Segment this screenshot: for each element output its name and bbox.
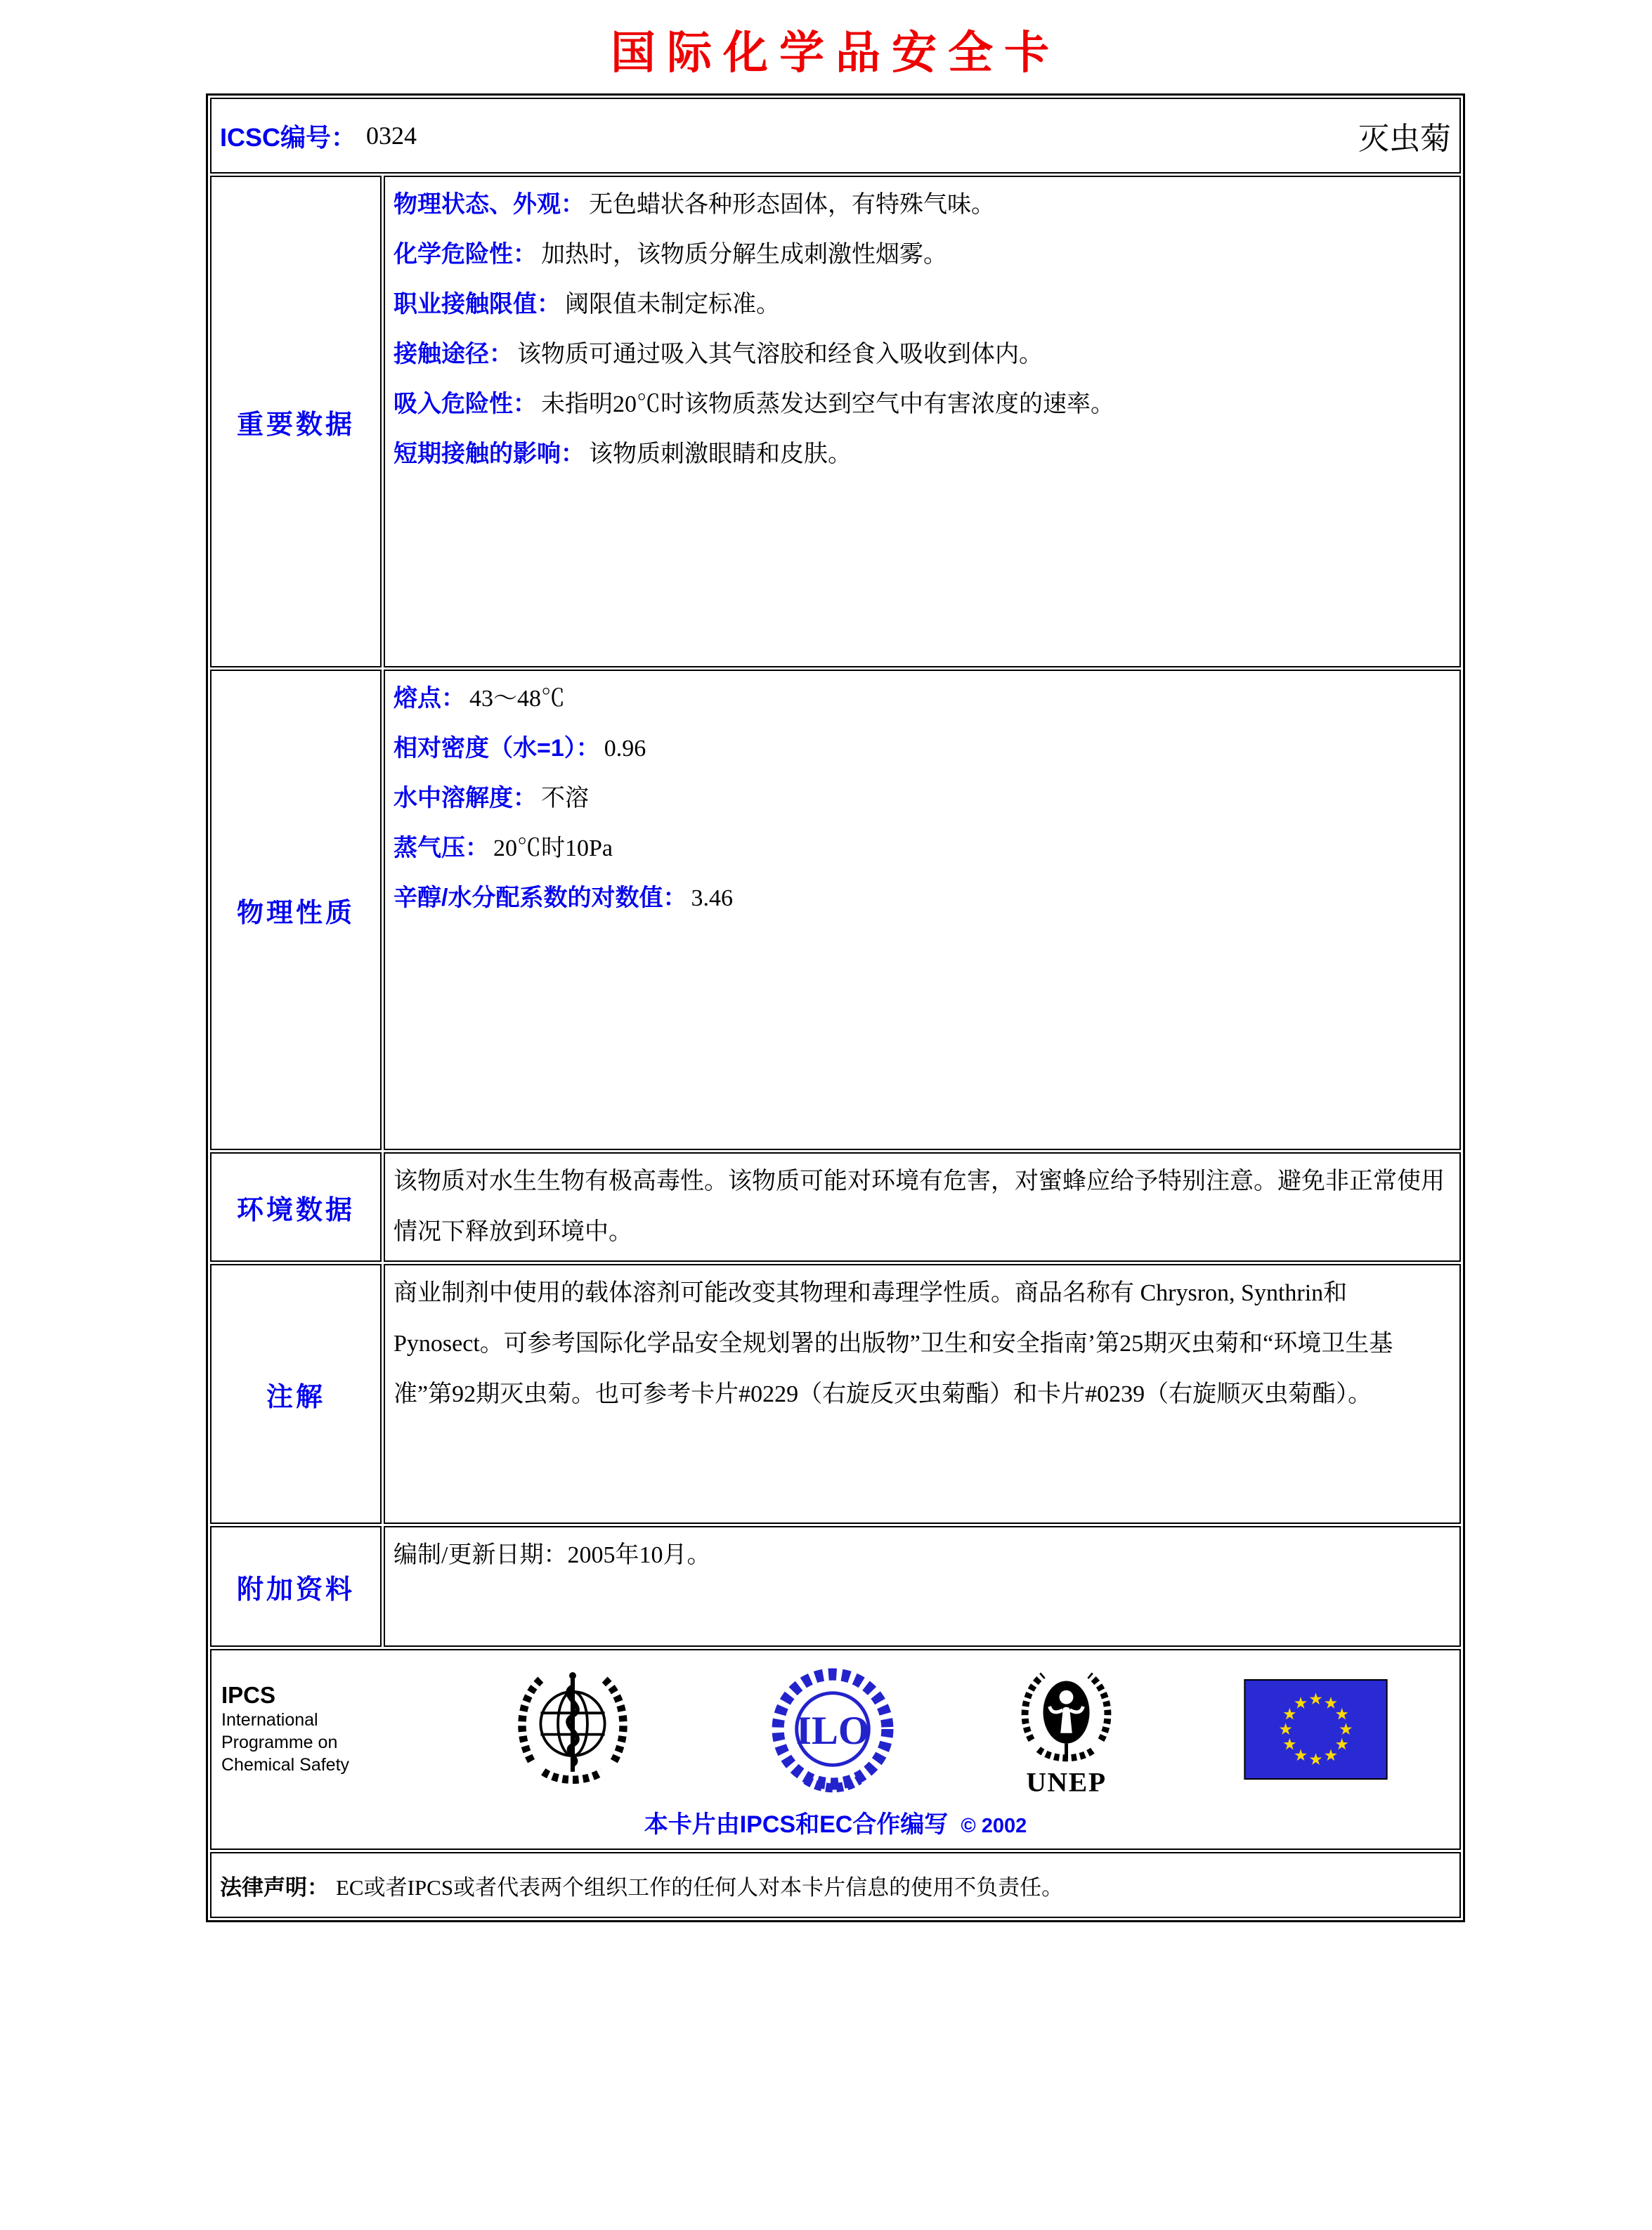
unep-logo-icon: [1008, 1659, 1124, 1799]
section-row-physical-properties: [210, 670, 1461, 1150]
ilo-letters: ILO: [795, 1708, 870, 1753]
credit-line: [212, 1805, 1459, 1839]
section-label-physical-properties: 物理性质: [236, 898, 355, 928]
icsc-card-table: [206, 93, 1465, 1922]
data-item: [394, 774, 1448, 823]
data-item: [394, 429, 1448, 479]
field-label: 熔点：: [394, 685, 465, 712]
field-label: 水中溶解度：: [394, 785, 537, 811]
page-title: 国际化学品安全卡: [611, 28, 1060, 78]
credit-text: 本卡片由IPCS和EC合作编写: [644, 1811, 949, 1838]
field-label: 蒸气压：: [394, 835, 489, 861]
chemical-name: 灭虫菊: [1358, 122, 1451, 156]
section-label-additional-info: 附加资料: [236, 1574, 355, 1605]
section-label-notes: 注解: [266, 1382, 325, 1412]
data-item: [394, 674, 1448, 724]
data-item: [394, 724, 1448, 774]
legal-statement: [212, 1853, 1459, 1917]
field-value: 未指明20℃时该物质蒸发达到空气中有害浓度的速率。: [541, 391, 1114, 417]
field-value: 20℃时10Pa: [493, 835, 613, 861]
logos-strip: [212, 1650, 1459, 1802]
field-value: 阈限值未制定标准。: [565, 292, 780, 318]
header-row: [210, 98, 1461, 174]
data-item: [394, 230, 1448, 280]
field-label: 辛醇/水分配系数的对数值：: [394, 885, 687, 911]
field-label: 接触途径：: [394, 341, 513, 367]
copyright-text: © 2002: [961, 1815, 1027, 1837]
data-item: [394, 180, 1448, 230]
section-row-important-data: [210, 176, 1461, 667]
field-label: 物理状态、外观：: [394, 191, 585, 218]
field-value: 43～48℃: [469, 686, 565, 712]
data-item: [394, 280, 1448, 330]
eu-flag-icon: [1244, 1679, 1388, 1780]
field-value: 该物质可通过吸入其气溶胶和经食入吸收到体内。: [517, 341, 1043, 367]
field-label: 短期接触的影响：: [394, 441, 585, 467]
ilo-logo-icon: [766, 1662, 899, 1796]
field-label: 职业接触限值：: [394, 291, 561, 318]
data-item: [394, 873, 1448, 923]
card-header: [212, 99, 1459, 172]
ipcs-line: International: [221, 1710, 318, 1730]
legal-label: 法律声明：: [220, 1874, 329, 1900]
section-label-environmental-data: 环境数据: [236, 1195, 355, 1225]
ipcs-title: IPCS: [221, 1682, 276, 1708]
field-value: 不溶: [541, 785, 589, 811]
legal-text: EC或者IPCS或者代表两个组织工作的任何人对本卡片信息的使用不负责任。: [336, 1874, 1064, 1900]
field-value: 无色蜡状各种形态固体，有特殊气味。: [589, 192, 995, 218]
ipcs-text-block: [221, 1682, 429, 1776]
icsc-number-label: ICSC编号：: [220, 122, 357, 152]
data-item: [394, 823, 1448, 873]
notes-text: 商业制剂中使用的载体溶剂可能改变其物理和毒理学性质。商品名称有 Chrysron, Synthrin和 Pynosect。可参考国际化学品安全规划署的出版物”卫生和安全指南’第25期灭虫菊和“环境卫生基准”第92期灭虫菊。也可参考卡片#0229（右旋反灭虫菊酯）和卡片#0239（右旋顺灭虫菊酯）。: [394, 1280, 1393, 1407]
section-row-additional-info: [210, 1526, 1461, 1647]
field-label: 化学危险性：: [394, 241, 537, 268]
additional-info-text: 编制/更新日期：2005年10月。: [394, 1542, 711, 1568]
section-label-important-data: 重要数据: [236, 410, 355, 440]
field-label: 相对密度（水=1）：: [394, 735, 600, 762]
logos-row: [210, 1649, 1461, 1850]
field-value: 加热时，该物质分解生成刺激性烟雾。: [541, 242, 947, 268]
field-value: 0.96: [604, 736, 646, 762]
ipcs-line: Programme on: [221, 1733, 338, 1752]
ipcs-line: Chemical Safety: [221, 1755, 350, 1775]
icsc-number-group: [220, 118, 417, 154]
environmental-data-text: 该物质对水生生物有极高毒性。该物质可能对环境有危害，对蜜蜂应给予特别注意。避免非正常使用情况下释放到环境中。: [394, 1168, 1445, 1245]
section-row-environmental-data: [210, 1152, 1461, 1262]
field-label: 吸入危险性：: [394, 391, 537, 417]
who-logo-icon: [506, 1662, 639, 1796]
section-row-notes: [210, 1264, 1461, 1524]
data-item: [394, 330, 1448, 379]
field-value: 该物质刺激眼睛和皮肤。: [589, 441, 852, 467]
unep-letters: UNEP: [1026, 1766, 1107, 1798]
legal-row: [210, 1852, 1461, 1918]
data-item: [394, 379, 1448, 429]
icsc-number-value: 0324: [366, 122, 417, 150]
field-value: 3.46: [691, 885, 733, 911]
